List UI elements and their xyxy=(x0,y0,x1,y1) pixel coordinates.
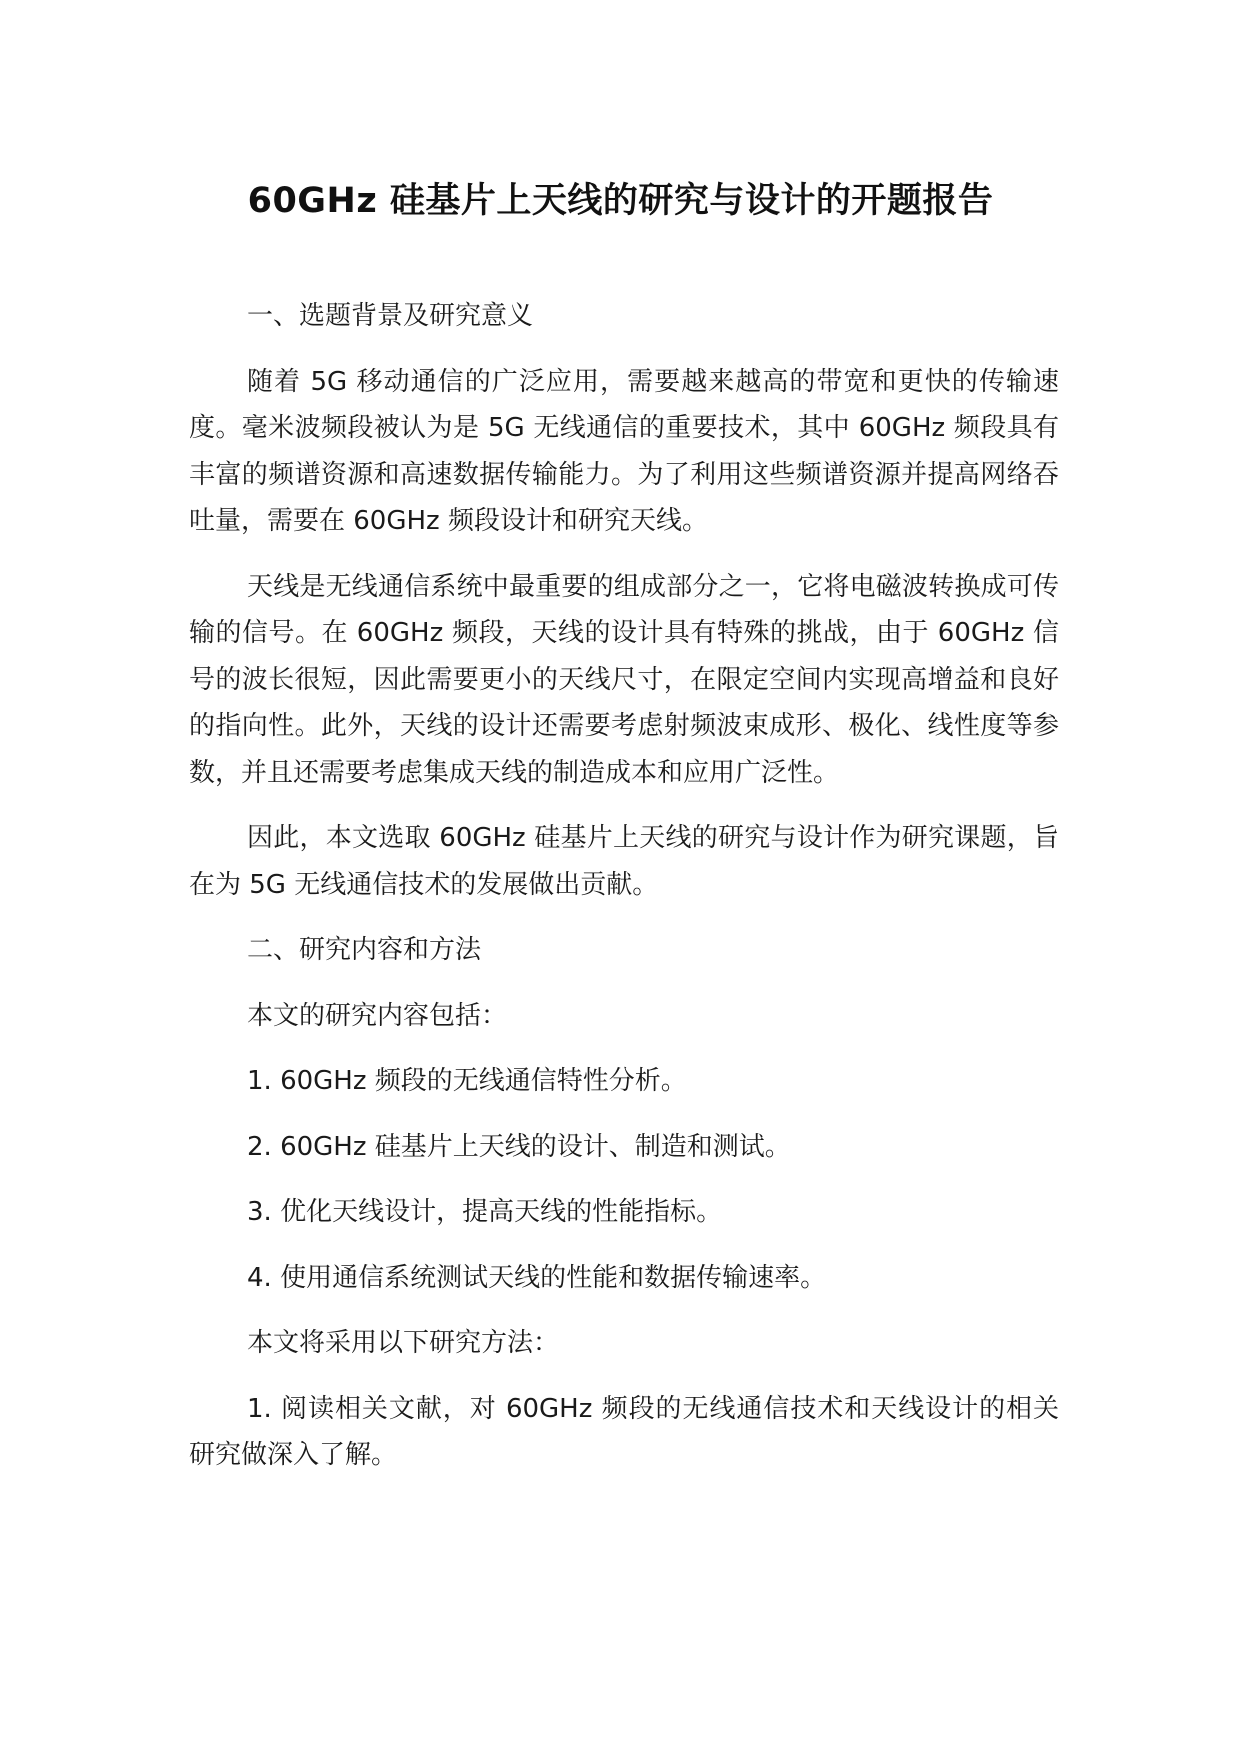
document-body xyxy=(189,293,1059,1498)
list-item-content-3: 3. 优化天线设计，提高天线的性能指标。 xyxy=(247,1197,723,1227)
section-heading-background: 一、选题背景及研究意义 xyxy=(247,301,534,331)
paragraph-methods-intro: 本文将采用以下研究方法： xyxy=(247,1328,560,1358)
list-item-method-1: 1. 阅读相关文献，对 60GHz 频段的无线通信技术和天线设计的相关研究做深入了解。 xyxy=(189,1393,1059,1470)
paragraph-research-topic: 因此，本文选取 60GHz 硅基片上天线的研究与设计作为研究课题，旨在为 5G 无线通信技术的发展做出贡献。 xyxy=(189,823,1059,900)
paragraph-antenna-challenges: 天线是无线通信系统中最重要的组成部分之一，它将电磁波转换成可传输的信号。在 60GHz 频段，天线的设计具有特殊的挑战，由于 60GHz 信号的波长很短，因此需要更小的天线尺寸，在限定空间内实现高增益和良好的指向性。此外，天线的设计还需要考虑射频波束成形、极化、线性度等参数，并且还需要考虑集成天线的制造成本和应用广泛性。 xyxy=(189,571,1059,788)
paragraph-5g-background: 随着 5G 移动通信的广泛应用，需要越来越高的带宽和更快的传输速度。毫米波频段被认为是 5G 无线通信的重要技术，其中 60GHz 频段具有丰富的频谱资源和高速数据传输能力。为了利用这些频谱资源并提高网络吞吐量，需要在 60GHz 频段设计和研究天线。 xyxy=(189,366,1059,536)
paragraph-content-intro: 本文的研究内容包括： xyxy=(247,1000,508,1031)
list-item-content-1: 1. 60GHz 频段的无线通信特性分析。 xyxy=(247,1066,687,1096)
section-heading-content-methods: 二、研究内容和方法 xyxy=(247,935,482,965)
list-item-content-2: 2. 60GHz 硅基片上天线的设计、制造和测试。 xyxy=(247,1131,791,1162)
document-title: 60GHz 硅基片上天线的研究与设计的开题报告 xyxy=(247,181,994,221)
list-item-content-4: 4. 使用通信系统测试天线的性能和数据传输速率。 xyxy=(247,1262,827,1293)
